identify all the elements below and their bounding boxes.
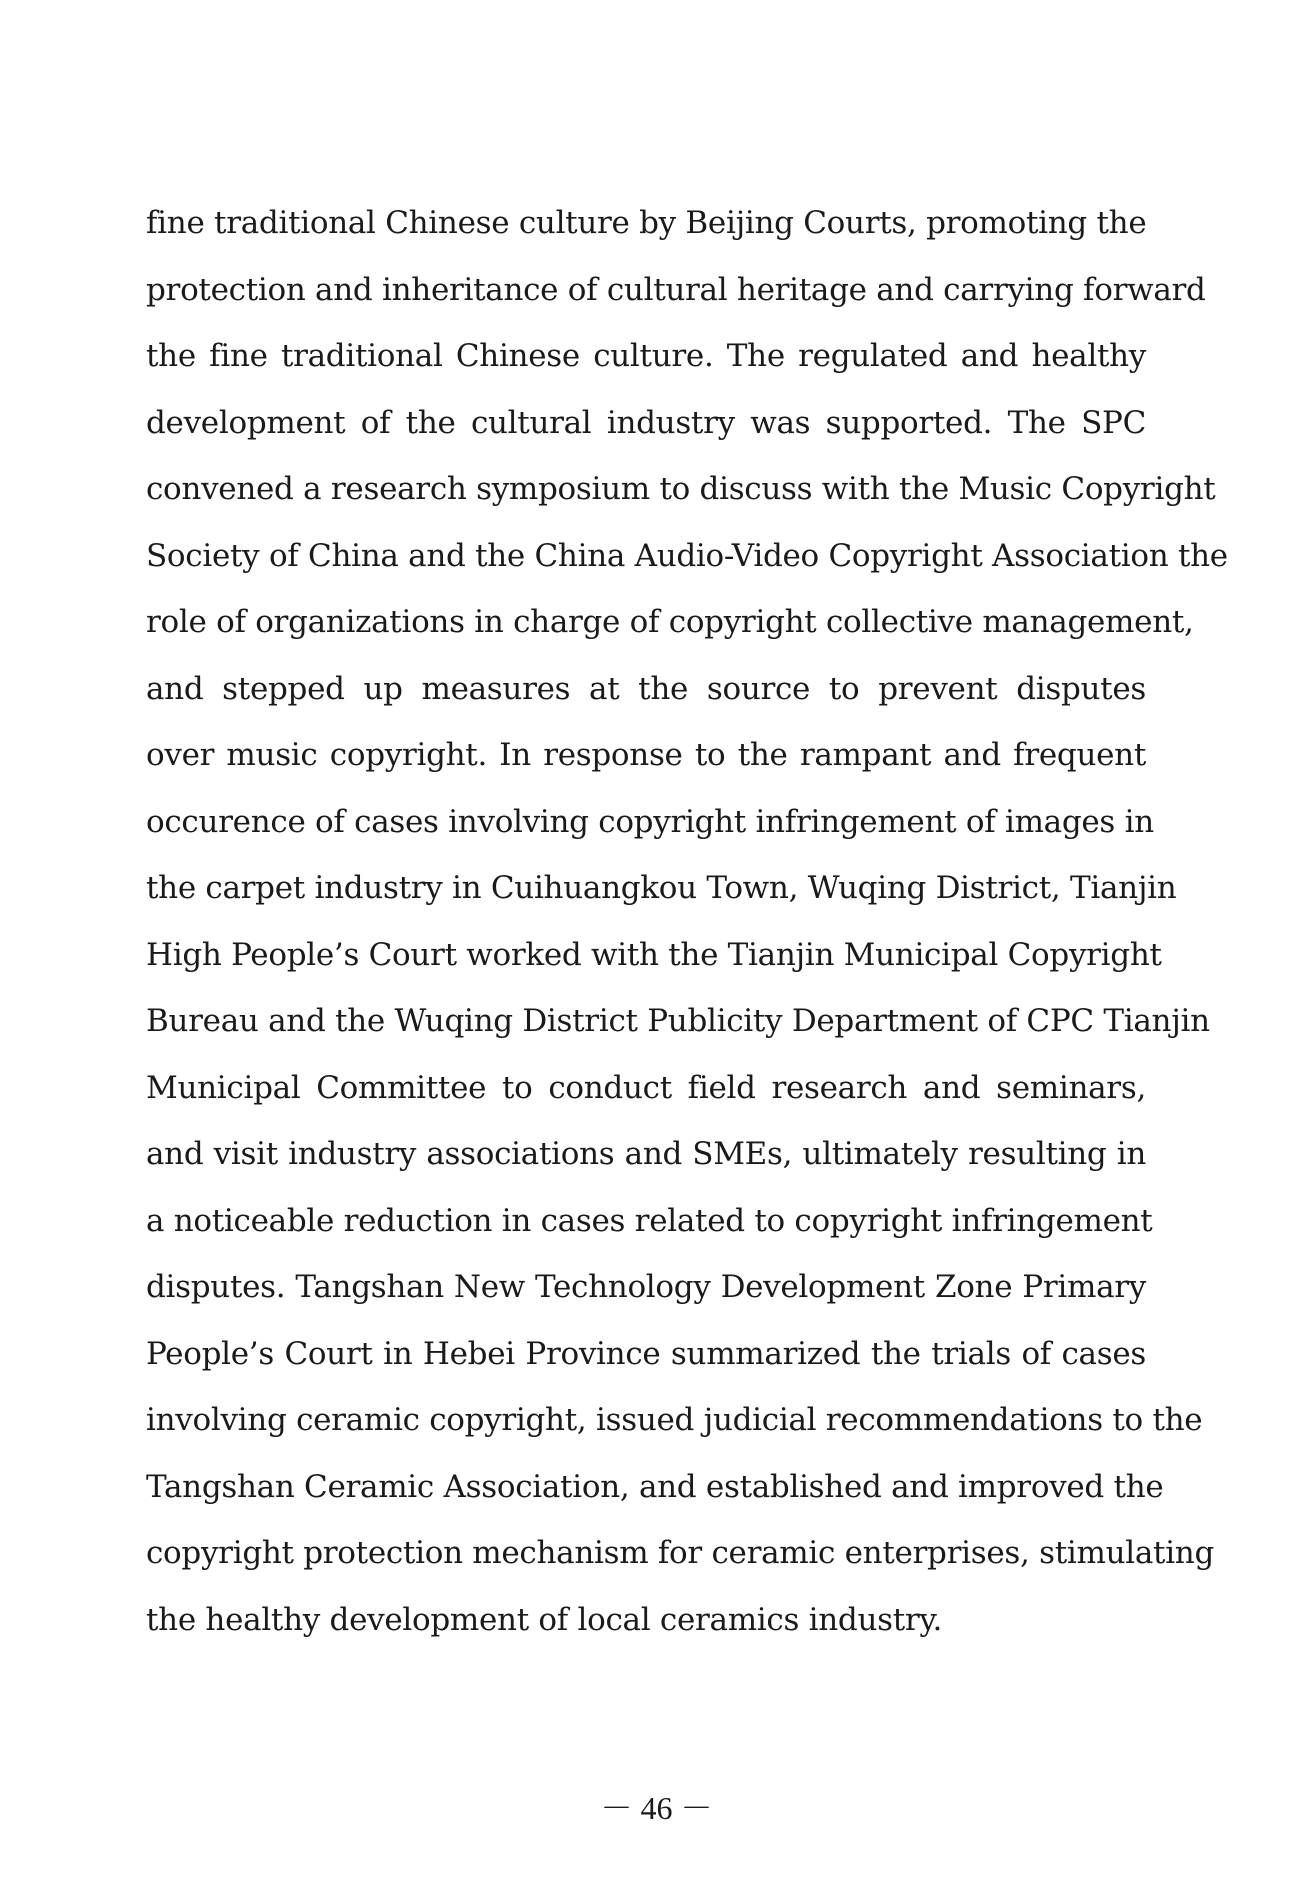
text-line: convened a research symposium to discuss with the Music Copyright — [146, 471, 1216, 507]
text-line: the carpet industry in Cuihuangkou Town, Wuqing District, Tianjin — [146, 870, 1177, 906]
text-line: involving ceramic copyright, issued judicial recommendations to the — [146, 1402, 1203, 1438]
text-line: development of the cultural industry was supported. The SPC — [146, 404, 1146, 441]
text-line: and visit industry associations and SMEs, ultimately resulting in — [146, 1136, 1146, 1172]
text-line: disputes. Tangshan New Technology Development Zone Primary — [146, 1269, 1146, 1305]
body-paragraph — [146, 190, 1228, 1653]
text-line: Tangshan Ceramic Association, and established and improved the — [146, 1468, 1164, 1505]
text-line: People’s Court in Hebei Province summarized the trials of cases — [146, 1335, 1146, 1372]
page-number: － 46 － — [600, 1790, 713, 1826]
text-line: Society of China and the China Audio-Video Copyright Association the — [146, 537, 1228, 574]
text-line: role of organizations in charge of copyright collective management, — [146, 604, 1194, 640]
text-line: copyright protection mechanism for ceramic enterprises, stimulating — [146, 1535, 1215, 1571]
text-line: the healthy development of local ceramics industry. — [146, 1601, 943, 1638]
text-line: fine traditional Chinese culture by Beijing Courts, promoting the — [146, 205, 1147, 241]
text-line: High People’s Court worked with the Tianjin Municipal Copyright — [146, 936, 1162, 973]
text-line: Bureau and the Wuqing District Publicity Department of CPC Tianjin — [146, 1003, 1210, 1039]
text-line: and stepped up measures at the source to prevent disputes — [146, 670, 1146, 707]
text-line: Municipal Committee to conduct field research and seminars, — [146, 1069, 1146, 1106]
text-line: the fine traditional Chinese culture. The regulated and healthy — [146, 338, 1146, 374]
text-line: a noticeable reduction in cases related to copyright infringement — [146, 1202, 1153, 1239]
text-line: occurence of cases involving copyright infringement of images in — [146, 803, 1154, 840]
text-line: over music copyright. In response to the rampant and frequent — [146, 737, 1146, 773]
text-line: protection and inheritance of cultural heritage and carrying forward — [146, 271, 1206, 308]
